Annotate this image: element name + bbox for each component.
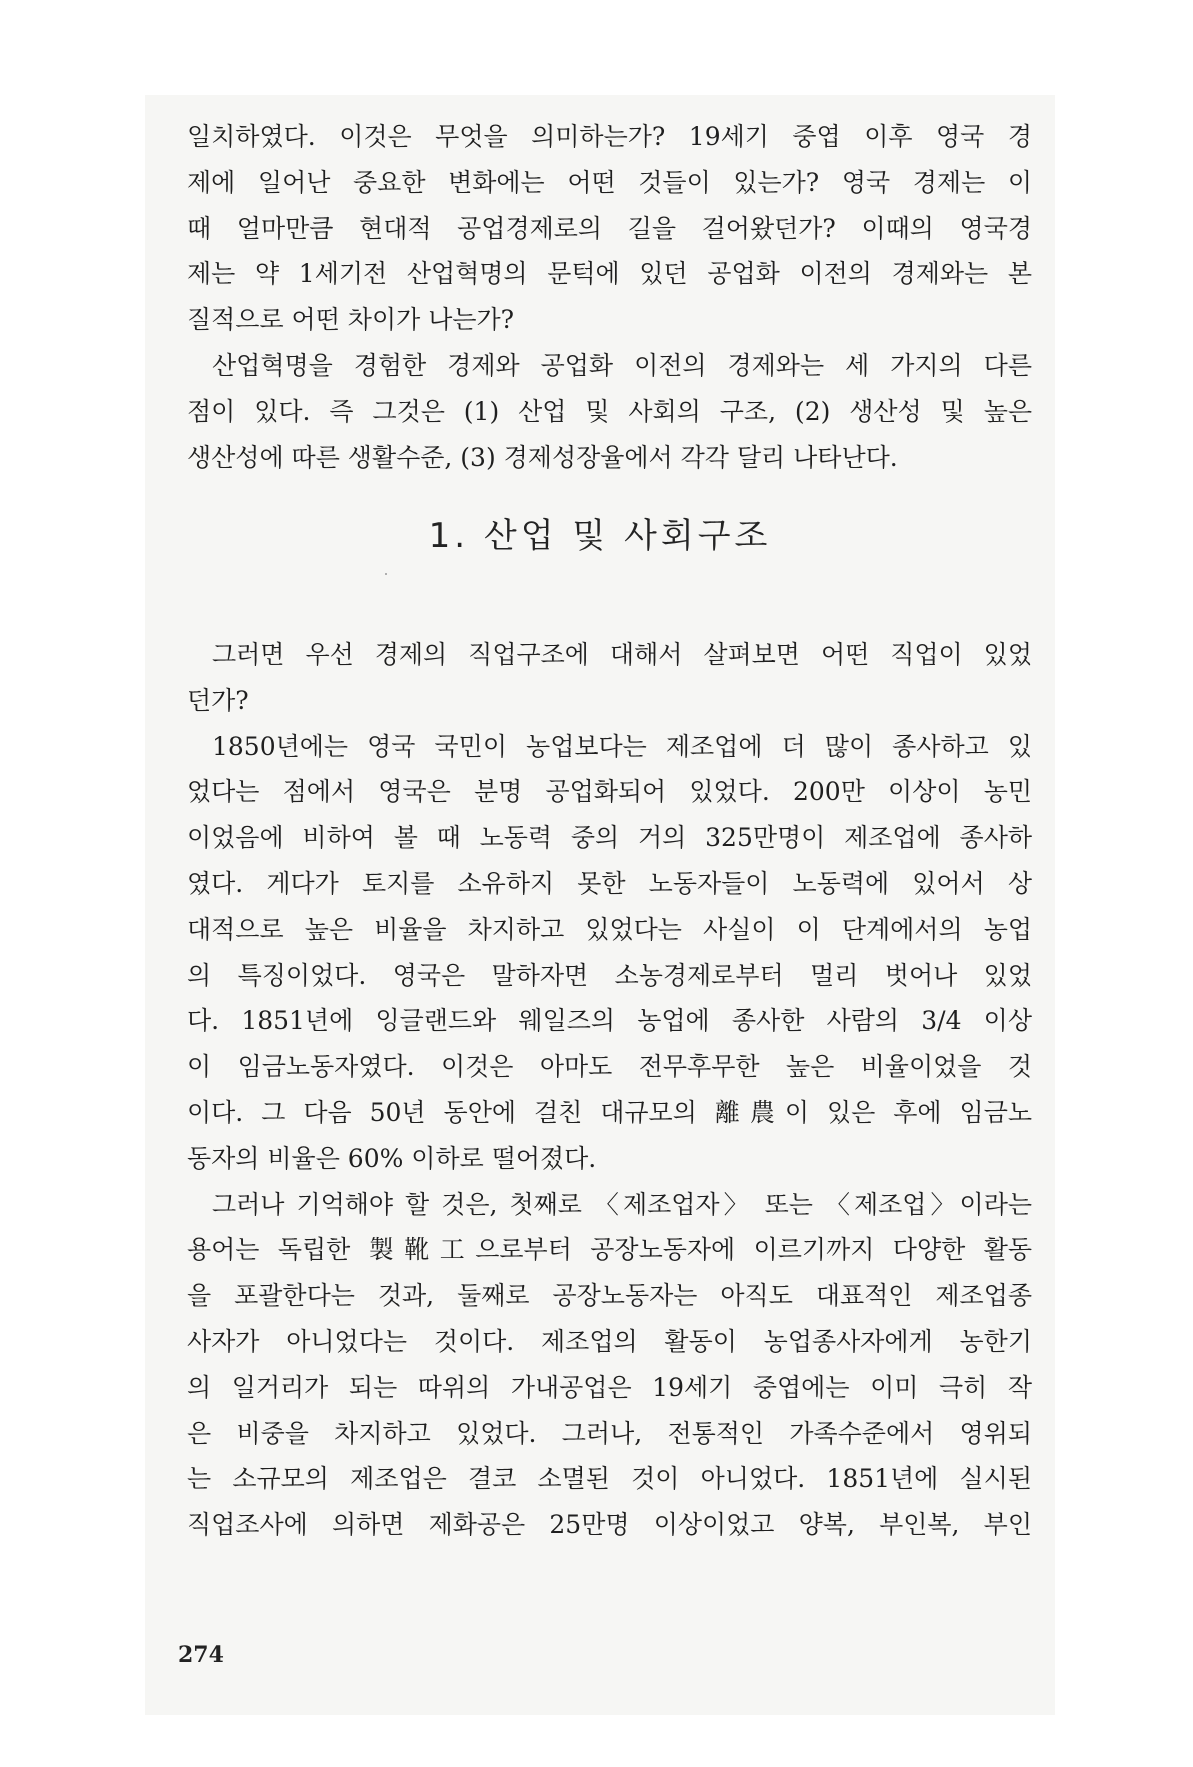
paragraph-occupation-question xyxy=(187,632,1032,724)
paragraph-three-differences xyxy=(187,343,1032,480)
text-line: 제는 약 1세기전 산업혁명의 문턱에 있던 공업화 이전의 경제와는 본 xyxy=(187,259,1032,289)
paragraph-questions xyxy=(187,114,1032,343)
text-line: 산업혁명을 경험한 경제와 공업화 이전의 경제와는 세 가지의 다른 xyxy=(212,350,1032,380)
text-line: 1850년에는 영국 국민이 농업보다는 제조업에 더 많이 종사하고 있 xyxy=(212,731,1032,761)
text-line: 은 비중을 차지하고 있었다. 그러나, 전통적인 가족수준에서 영위되 xyxy=(187,1418,1032,1448)
text-line: 그러면 우선 경제의 직업구조에 대해서 살펴보면 어떤 직업이 있었 xyxy=(212,640,1032,669)
text-line: 대적으로 높은 비율을 차지하고 있었다는 사실이 이 단계에서의 농업 xyxy=(187,914,1032,944)
text-line: 그러나 기억해야 할 것은, 첫째로 〈제조업자〉 또는 〈제조업〉이라는 xyxy=(212,1189,1032,1219)
text-line: 의 일거리가 되는 따위의 가내공업은 19세기 중엽에는 이미 극히 작 xyxy=(187,1372,1032,1402)
book-page xyxy=(145,95,1055,1715)
text-line: 을 포괄한다는 것과, 둘째로 공장노동자는 아직도 대표적인 제조업종 xyxy=(187,1281,1032,1311)
text-line: 는 소규모의 제조업은 결코 소멸된 것이 아니었다. 1851년에 실시된 xyxy=(187,1464,1032,1494)
paragraph-1850 xyxy=(187,724,1032,1182)
text-line: 동자의 비율은 60% 이하로 떨어졌다. xyxy=(187,1143,597,1173)
text-line: 이었음에 비하여 볼 때 노동력 중의 거의 325만명이 제조업에 종사하 xyxy=(187,823,1032,853)
paragraph-remember xyxy=(187,1182,1032,1548)
top-text-block xyxy=(187,114,1032,480)
page-number: 274 xyxy=(178,1642,224,1668)
text-line: 직업조사에 의하면 제화공은 25만명 이상이었고 양복, 부인복, 부인 xyxy=(187,1510,1032,1540)
text-line: 던가? xyxy=(187,685,249,715)
text-line: 의 특징이었다. 영국은 말하자면 소농경제로부터 멀리 벗어나 있었 xyxy=(187,960,1032,990)
text-line: 제에 일어난 중요한 변화에는 어떤 것들이 있는가? 영국 경제는 이 xyxy=(187,167,1032,197)
text-line: 다. 1851년에 잉글랜드와 웨일즈의 농업에 종사한 사람의 3/4 이상 xyxy=(187,1006,1032,1036)
text-line: 용어는 독립한 製靴工으로부터 공장노동자에 이르기까지 다양한 활동 xyxy=(187,1235,1032,1265)
text-line: 점이 있다. 즉 그것은 (1) 산업 및 사회의 구조, (2) 생산성 및 높은 xyxy=(187,396,1032,426)
text-line: 이다. 그 다음 50년 동안에 걸친 대규모의 離農이 있은 후에 임금노 xyxy=(187,1097,1032,1127)
text-line: 었다는 점에서 영국은 분명 공업화되어 있었다. 200만 이상이 농민 xyxy=(187,777,1032,807)
section-heading: 1. 산업 및 사회구조 xyxy=(428,516,772,556)
print-speck xyxy=(385,573,387,575)
text-line: 였다. 게다가 토지를 소유하지 못한 노동자들이 노동력에 있어서 상 xyxy=(187,868,1032,898)
text-line: 질적으로 어떤 차이가 나는가? xyxy=(187,305,515,335)
bottom-text-block xyxy=(187,632,1032,1548)
text-line: 사자가 아니었다는 것이다. 제조업의 활동이 농업종사자에게 농한기 xyxy=(187,1326,1032,1356)
text-line: 일치하였다. 이것은 무엇을 의미하는가? 19세기 중엽 이후 영국 경 xyxy=(187,122,1032,151)
text-line: 생산성에 따른 생활수준, (3) 경제성장율에서 각각 달리 나타난다. xyxy=(187,442,898,472)
text-line: 이 임금노동자였다. 이것은 아마도 전무후무한 높은 비율이었을 것 xyxy=(187,1052,1032,1082)
text-line: 때 얼마만큼 현대적 공업경제로의 길을 걸어왔던가? 이때의 영국경 xyxy=(187,213,1032,243)
